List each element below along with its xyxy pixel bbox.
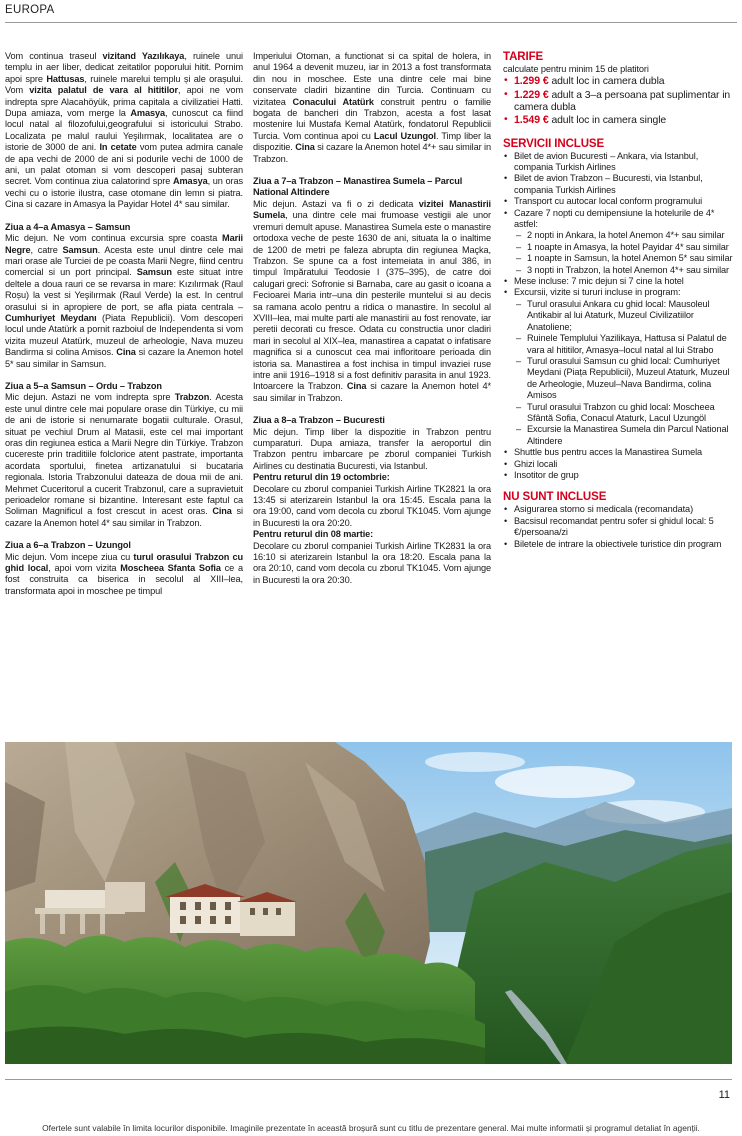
bold-text: Cina <box>212 506 232 517</box>
price-list <box>503 75 735 127</box>
text-run: Mic dejun. Astazi va fi o zi dedicata <box>253 198 419 209</box>
price-desc: adult loc in camera single <box>548 115 667 127</box>
bold-text: Cina <box>346 381 367 392</box>
text-run: vom putea admira canale de apa vechi de 2000 de ani si podurile vechi de 1000 de ani, un palat otoman si vom descoperi pasaj subteran secret. Vom continua ziua calatorind spre <box>5 142 244 187</box>
return2-title: Pentru returul din 08 martie: <box>253 529 374 540</box>
footer-divider <box>5 1079 732 1080</box>
price-value: 1.549 € <box>514 114 549 127</box>
day8-title: Ziua a 8–a Trabzon – Bucuresti <box>253 415 385 426</box>
page-number: 11 <box>718 1089 730 1101</box>
text-run: si cazare la Anemon hotel 4* sau similar in Trabzon. <box>5 506 243 528</box>
text-run: . Acesta este unul dintre cele mai populare orase din Türkiye, cu mii de ani de istorie si nenumarate bogatii culturale. Orasul, situat pe vechiul Drum al Matasii, este cel mai important oras din regiunea estica a Marii Negre din Türkiye. Trabzon cucereste prin traditiile folclorice atent pastrate, importanta acordata sportului, finetea artizanatului si bucataria regionala. Istoria Trabzonului dateaza de doua mii de ani. Mehmet Cuceritorul a cucerit Trabzonul, care a supravietuit perioadelor romane si bizantine. Interesant este faptul ca Soliman Magnificul a fost crescut in acest oras. <box>5 392 243 517</box>
sub-list-item: – 1 noapte in Samsun, la hotel Anemon 5* sau similar <box>514 253 735 264</box>
day3-continued-text <box>5 51 243 211</box>
text-run: Vom continua traseul <box>5 51 103 61</box>
text-run: . Acesta este unul dintre cele mai mari orase ale Turciei de pe coasta Marii Negre, fiind centru comercial si un port principal. <box>5 244 243 278</box>
return1-title: Pentru returul din 19 octombrie: <box>253 472 390 483</box>
bold-text: Samsun <box>136 267 172 278</box>
text-run: construit pentru o familie bogata de bancheri din Trabzon, acesta a fost lasat mostenire lui Mustafa Kemal Atatürk, fondatorul Republicii Turcia. Vom continua apoi cu <box>253 96 491 141</box>
column-right <box>503 51 735 560</box>
section-title: EUROPA <box>5 4 55 16</box>
sub-list-item: – Turul orasului Samsun cu ghid local: Cumhuriyet Meydani (Piața Republicii), Muzeul Ataturk, Muzeul de Arheologie, Muzeul–Nava Bandirma, colina Amisos <box>514 356 735 402</box>
bold-text: Marii Negre <box>5 233 243 255</box>
text-run: , ruinele unui templu in aer liber, dedicat zeitatilor poporului hitit. Pornim apoi spre <box>5 51 243 84</box>
list-item <box>503 208 735 276</box>
text-run: Mic dejun. Vom incepe ziua cu <box>5 551 134 562</box>
disclaimer-text: Ofertele sunt valabile în limita locurilor disponibile. Imaginile prezentate în această broșură sunt cu titlu de prezentare general. Mai multe informatii și programul detaliat în agenții. <box>42 1123 700 1133</box>
bold-text: vizitei Manastirii Sumela <box>253 198 492 221</box>
text-run: si cazare la Anemon hotel 5* sau similar in Samsun. <box>5 347 243 369</box>
price-value: 1.229 € <box>514 88 549 101</box>
list-item-text: Cazare 7 nopti cu demipensiune la hotelurile de 4* astfel: <box>514 207 715 230</box>
day6-text <box>5 552 243 598</box>
day5-title: Ziua a 5–a Samsun – Ordu – Trabzon <box>5 380 162 391</box>
bold-text: Cumhuriyet Meydanı <box>5 312 97 323</box>
text-run: Mic dejun. Ne vom continua excursia spre coasta <box>5 233 223 244</box>
bold-text: Conacului Atatürk <box>292 96 374 107</box>
bold-text: Cina <box>116 347 136 358</box>
sub-list-item: – 1 noapte in Amasya, la hotel Payidar 4* sau similar <box>514 242 735 253</box>
list-item-text: Excursii, vizite si tururi incluse in program: <box>514 287 681 298</box>
text-run: , una dintre cele mai frumoase vestigii ale unor vremuri demult apuse. Manastirea Sumela este o manastire ortodoxa veche de peste 1630 de ani, situata la o inaltime de 1200 de metri pe faleza abrupta din regiunea Maçka, Trabzon. Se spune ca a fost intemeiata in anul 386, in timpul împăratului Teodosie I (375–395), de catre doi calugari greci: Sofronie si Barnaba, care au gasit o icoana a Fecioarei Maria intr–una din pesterile muntelui si au decis sa ramana acolo pentru a ridica o manastire. In secolul al XVIII–lea, mai multe parti ale manastirii au fost renovate, iar peretii decorati cu fresce. Odata cu constructia unor cladiri mari in secolul al XIX–lea, manastirea a capatat o infatisare magnifica si a cunoscut cea mai infloritoare perioada din istoria sa. Manastirea a fost inchisa in timpul invaziei ruse intre anii 1916–1918 si a fost definitiv parasita in anul 1923. Intoarcere la Trabzon. <box>253 210 491 392</box>
included-list <box>503 151 735 482</box>
text-run: (Piata Republicii). Vom descoperi locul unde Atatürk a pornit razboiul de Independenta si vom vizita muzeul Atatürk, muzeul de arheologie, Nava muzeu Bandirma si colina Amisos. <box>5 312 243 358</box>
bold-text: vizita palatul de vara al hititilor <box>29 85 179 96</box>
return1-text: Decolare cu zborul companiei Turkish Airline TK2821 la ora 13:45 si aterizarein Istanbul la ora 15:45. Escala pana la ora 19:00, cand vom decola cu zborul TK1045. Vom ajunge in Bucuresti la ora 20:20. <box>253 483 491 528</box>
text-run: si cazare la Anemon hotel 4*+ sau similar in Trabzon. <box>253 142 491 164</box>
sub-list-item: – Turul orasului Ankara cu ghid local: Mausoleul Antikabir al lui Ataturk, Muzeul Civilizatiilor Anatoliene; <box>514 299 735 333</box>
day4-text <box>5 233 243 370</box>
bold-text: Lacul Uzungol <box>373 130 437 141</box>
day7-title: Ziua a 7–a Trabzon – Manastirea Sumela – Parcul National Altindere <box>253 176 463 198</box>
sub-list-item: – 2 nopti in Ankara, la hotel Anemon 4*+ sau similar <box>514 230 735 241</box>
price-item <box>503 89 735 115</box>
sub-list-item: – Excursie la Manastirea Sumela din Parcul National Altindere <box>514 424 735 447</box>
text-run: ce a fost construita ca biserica in secolul al XIII–lea, transformata apoi in moschee pe timpul <box>5 563 243 596</box>
bold-text: Amasya <box>172 176 208 187</box>
bold-text: In cetate <box>99 142 137 153</box>
text-run: Mic dejun. Astazi ne vom indrepta spre <box>5 392 175 403</box>
list-item <box>503 287 735 447</box>
tarife-note: calculate pentru minim 15 de platitori <box>503 64 649 74</box>
nu-sunt-incluse-section <box>503 491 735 550</box>
price-value: 1.299 € <box>514 75 549 88</box>
text-run: , un oras vechi cu o istorie ilustra, case otomane din lemn si piatra. Cina si cazare in Amasya la Payidar Hotel 4* sau similar. <box>5 176 243 210</box>
return2-text: Decolare cu zborul companiei Turkish Airline TK2831 la ora 16:10 si aterizarein Istanbul la ora 18:20. Escala pana la ora 20:10, cand vom decola cu zborul TK1045. Vom ajunge in Bucuresti la ora 20:30. <box>253 540 491 585</box>
tarife-title: TARIFE <box>503 51 544 63</box>
text-run: , ruinele marelui templu și ale orașului. Vom <box>5 73 243 96</box>
servicii-incluse-section <box>503 138 735 482</box>
sub-list-item: – 3 nopti in Trabzon, la hotel Anemon 4*+ sau similar <box>514 265 735 276</box>
price-desc: adult loc in camera dubla <box>548 76 665 88</box>
bold-text: vizitand Yazılıkaya <box>102 51 185 61</box>
day7-text <box>253 199 491 404</box>
tarife-section <box>503 51 735 128</box>
servicii-incluse-title: SERVICII INCLUSE <box>503 137 605 150</box>
text-run: , catre <box>30 244 63 255</box>
header-divider <box>5 22 737 23</box>
text-run: , apoi ne vom indrepta spre Alacahöyük, prima capitala a civilizatiei Hatti. Dupa amiaza, vom merge la <box>5 85 243 119</box>
bold-text: Cina <box>295 142 315 153</box>
text-run: si cazare la Anemon hotel 4* sau similar in Trabzon. <box>253 381 491 403</box>
column-left <box>5 51 243 597</box>
price-item <box>503 75 735 88</box>
bold-text: Hattusas <box>46 73 85 84</box>
list-item: • Insotitor de grup <box>503 470 735 481</box>
list-item: • Bilet de avion Bucuresti – Ankara, via Istanbul, compania Turkish Airlines <box>503 151 735 174</box>
bold-text: Trabzon <box>174 392 210 403</box>
page-header <box>5 4 737 23</box>
accommodation-sublist <box>514 230 735 276</box>
list-item: • Bacsisul recomandat pentru sofer si ghidul local: 5 €/persoana/zi <box>503 516 735 539</box>
bold-text: Samsun <box>62 244 98 255</box>
list-item: • Bilet de avion Trabzon – Bucuresti, via Istanbul, compania Turkish Airlines <box>503 173 735 196</box>
bold-text: Amasya <box>130 108 166 119</box>
list-item: • Mese incluse: 7 mic dejun si 7 cine la hotel <box>503 276 735 287</box>
text-run: , apoi vom vizita <box>48 563 121 574</box>
day6-title: Ziua a 6–a Trabzon – Uzungol <box>5 540 131 551</box>
column-middle <box>253 51 491 586</box>
day6-continued-text <box>253 51 491 165</box>
day4-title: Ziua a 4–a Amasya – Samsun <box>5 221 131 232</box>
not-included-list <box>503 504 735 550</box>
bold-text: Moscheea Sfanta Sofia <box>120 563 221 574</box>
list-item: • Ghizi locali <box>503 459 735 470</box>
text-run: , cunoscut ca fiind locul natal al filozofului,geografului si istoricului Strabo. Localizata pe malul raului Yeşilırmak, localitatea are o istorie de 3000 de ani. <box>5 108 243 153</box>
excursions-sublist <box>514 299 735 447</box>
day5-text <box>5 392 243 529</box>
text-run: . Timp liber la dispozitie. <box>253 130 492 153</box>
sub-list-item: – Ruinele Templului Yazilikaya, Hattusa si Palatul de vara al hititilor, Amasya–locul natal al lui Strabo <box>514 333 735 356</box>
bold-text: turul orasului Trabzon cu ghid local <box>5 551 244 574</box>
list-item: • Shuttle bus pentru acces la Manastirea Sumela <box>503 447 735 458</box>
price-item <box>503 114 735 127</box>
sumela-monastery-photo <box>5 742 732 1064</box>
text-run: Imperiului Otoman, a functionat si ca spital de holera, in anul 1964 a devenit muzeu, iar in 2013 a fost transformata din nou in moschee. Este una dintre cele mai bine conservate cladiri bizantine din Turcia. Continuam cu vizitatea <box>253 51 491 107</box>
nu-sunt-incluse-title: NU SUNT INCLUSE <box>503 491 607 504</box>
sub-list-item: – Turul orasului Trabzon cu ghid local: Moscheea Sfântă Sofia, Conacul Ataturk, Lacul Uzungöl <box>514 402 735 425</box>
day8-text: Mic dejun. Timp liber la dispozitie in Trabzon pentru cumparaturi. Dupa amiaza, transfer la aeroportul din Trabzon pentru imbarcare pe zborul companiei Turkish Airlines cu destinatia Bucuresti, via Istanbul. <box>253 426 491 471</box>
text-run: este situat intre deltele a doua rauri ce se revarsa in mare: Kızılırmak (Raul Roșu) la vest si Yeşilırmak (Raul Verde) la est. In centrul orasului si in apropiere de port, se afla piata centrala – <box>5 267 243 312</box>
list-item: • Asigurarea storno si medicala (recomandata) <box>503 504 735 515</box>
list-item: • Transport cu autocar local conform programului <box>503 196 735 207</box>
price-desc: adult a 3–a persoana pat suplimentar in camera dubla <box>514 89 731 113</box>
list-item: • Biletele de intrare la obiectivele turistice din program <box>503 539 735 550</box>
